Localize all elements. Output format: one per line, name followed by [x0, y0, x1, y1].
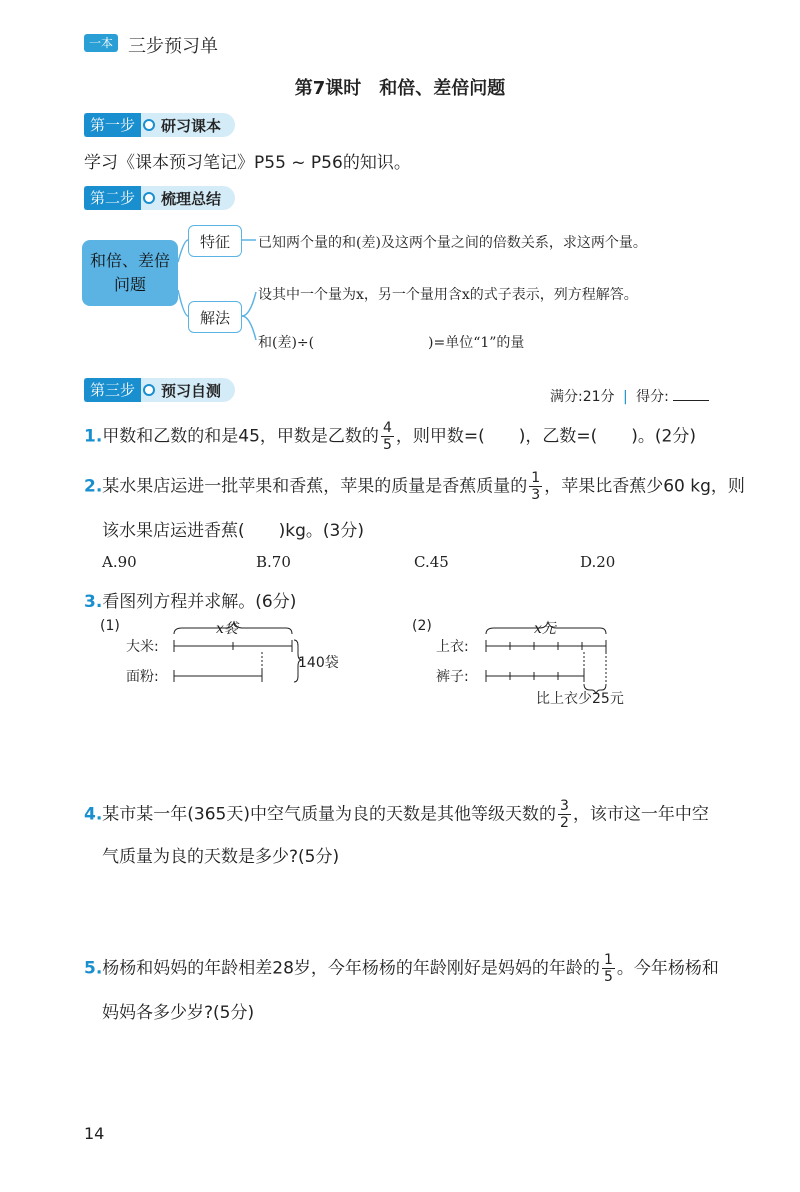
- question-2-pre: 某水果店运进一批苹果和香蕉，苹果的质量是香蕉质量的: [102, 476, 528, 497]
- fraction-numerator: 4: [382, 420, 392, 436]
- diagram-2-label: (2): [412, 618, 432, 634]
- mindmap-method-text: 设其中一个量为x，另一个量用含x的式子表示，列方程解答。: [258, 287, 638, 303]
- score-separator: |: [622, 389, 628, 405]
- diagram-1-brace-label: 140袋: [298, 655, 339, 671]
- step3-number: 第三步: [84, 378, 141, 402]
- question-4-number: 4.: [84, 804, 103, 825]
- step3-name: 预习自测: [161, 381, 222, 400]
- fraction-numerator: 3: [560, 798, 569, 814]
- page-number: 14: [84, 1124, 105, 1143]
- fraction-denominator: 5: [382, 437, 392, 453]
- question-4: [84, 798, 709, 831]
- diagram-2-top-label: x元: [534, 621, 556, 637]
- step1-name: 研习课本: [161, 116, 222, 135]
- fraction-denominator: 2: [560, 815, 569, 831]
- question-2-option-b[interactable]: B.70: [256, 553, 291, 571]
- step1-text: 学习《课本预习笔记》P55 ~ P56的知识。: [84, 153, 411, 173]
- fraction-denominator: 3: [531, 487, 541, 503]
- question-2-option-d[interactable]: D.20: [580, 553, 616, 571]
- fraction-denominator: 5: [603, 969, 613, 985]
- diagram-2-row2: 裤子:: [436, 669, 469, 685]
- question-2-option-a[interactable]: A.90: [102, 553, 137, 571]
- question-3-number: 3.: [84, 592, 103, 612]
- fraction-numerator: 1: [603, 952, 613, 968]
- question-4-line2: 气质量为良的天数是多少?(5分): [102, 847, 340, 867]
- question-4-post: ，该市这一年中空: [572, 804, 709, 825]
- diagram-1-row1: 大米:: [126, 639, 159, 655]
- question-2-post: ，苹果比香蕉少60 kg，则: [544, 476, 745, 497]
- question-2-option-c[interactable]: C.45: [414, 553, 449, 571]
- fraction-numerator: 1: [531, 470, 541, 486]
- question-1-number: 1.: [84, 426, 103, 447]
- question-2-line2: 该水果店运进香蕉( )kg。(3分): [102, 521, 364, 541]
- diagram-2-row1: 上衣:: [436, 639, 469, 655]
- score-full: 满分:21分: [550, 389, 615, 405]
- question-5-line2: 妈妈各多少岁?(5分): [102, 1003, 255, 1023]
- question-2-number: 2.: [84, 476, 103, 497]
- diagram-1-label: (1): [100, 618, 120, 634]
- mindmap-formula-left: 和(差)÷(: [258, 335, 315, 351]
- question-5: [84, 952, 719, 985]
- question-1-pre: 甲数和乙数的和是45，甲数是乙数的: [102, 426, 379, 447]
- score-label: 得分:: [636, 389, 669, 405]
- question-3-text: 看图列方程并求解。(6分): [102, 592, 297, 612]
- lesson-title: 第7课时 和倍、差倍问题: [294, 78, 506, 99]
- mindmap-formula-right: )=单位“1”的量: [428, 335, 525, 351]
- brand-logo: 一本: [84, 34, 118, 52]
- series-title: 三步预习单: [128, 36, 218, 57]
- mindmap-node-features: 特征: [188, 225, 242, 257]
- step2-number: 第二步: [84, 186, 141, 210]
- diagram-1-top-label: x袋: [216, 621, 238, 637]
- step1-number: 第一步: [84, 113, 141, 137]
- question-1-post: ，则甲数=( )，乙数=( )。(2分): [395, 426, 696, 447]
- diagram-1-row2: 面粉:: [126, 669, 159, 685]
- mindmap-features-text: 已知两个量的和(差)及这两个量之间的倍数关系，求这两个量。: [258, 235, 647, 251]
- mindmap-root-line2: 问题: [113, 275, 146, 294]
- question-4-fraction: [558, 798, 571, 831]
- question-5-fraction: [602, 952, 615, 985]
- question-5-post: 。今年杨杨和: [616, 958, 719, 979]
- mindmap-node-method: 解法: [188, 301, 242, 333]
- diagram-2-bottom-label: 比上衣少25元: [536, 691, 624, 707]
- question-5-number: 5.: [84, 958, 103, 979]
- step2-name: 梳理总结: [161, 189, 222, 208]
- question-4-pre: 某市某一年(365天)中空气质量为良的天数是其他等级天数的: [102, 804, 557, 825]
- question-5-pre: 杨杨和妈妈的年龄相差28岁，今年杨杨的年龄刚好是妈妈的年龄的: [102, 958, 600, 979]
- mindmap-root-line1: 和倍、差倍: [89, 251, 170, 270]
